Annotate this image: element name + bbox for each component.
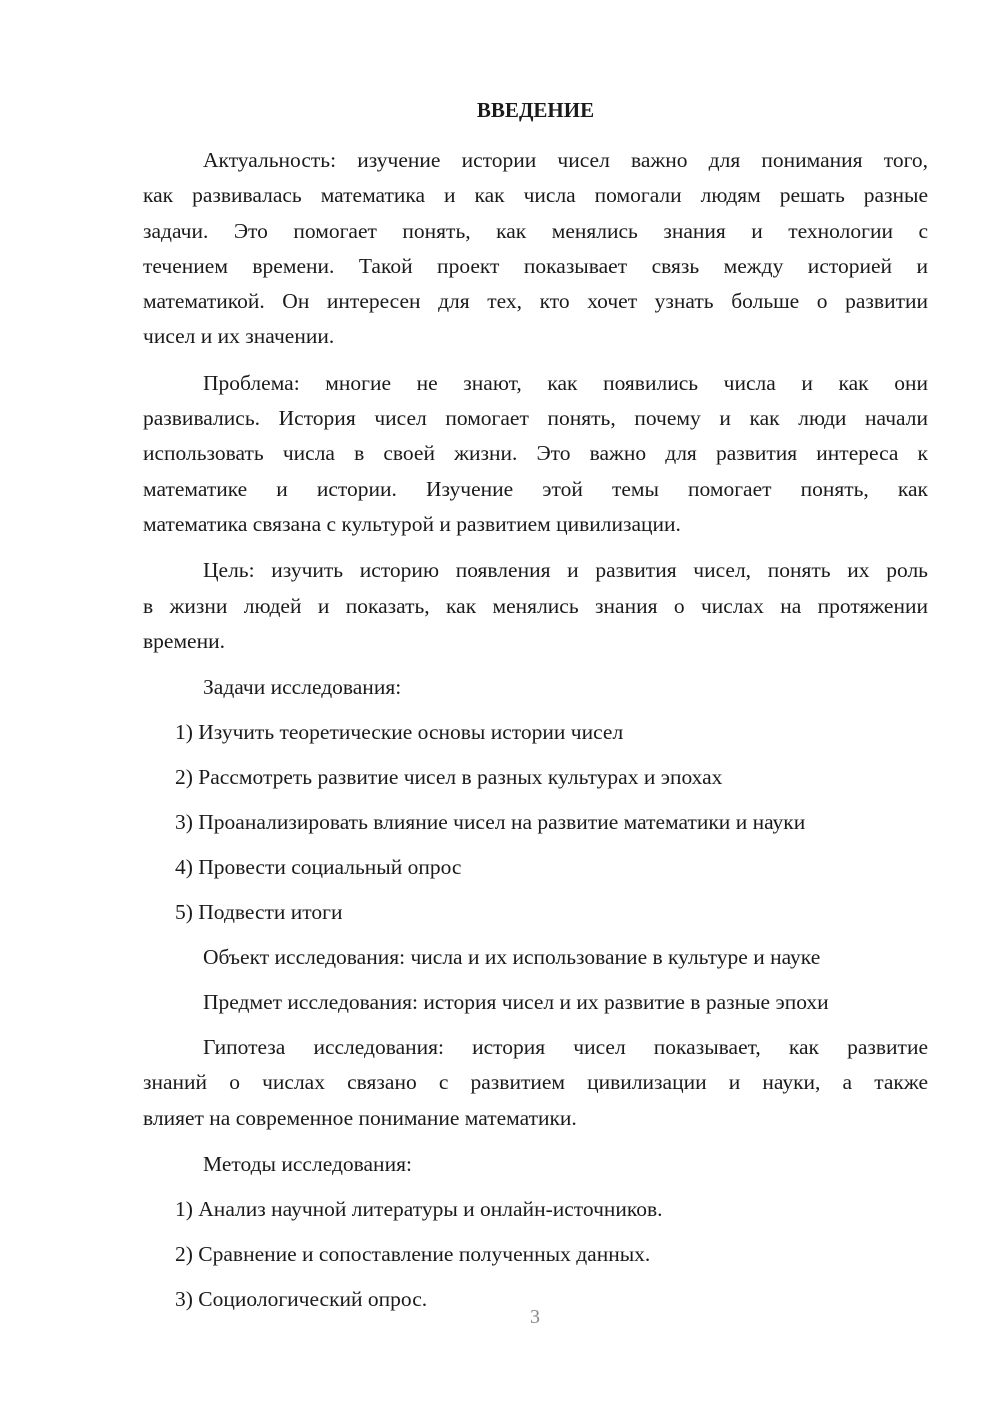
list-item: 3) Проанализировать влияние чисел на развитие математики и науки [175,810,806,835]
text-line: математике и истории. Изучение этой темы помогает понять, как [143,476,928,501]
document-page [143,93,928,1327]
text-line: как развивалась математика и как числа помогали людям решать разные [143,183,928,208]
paragraph-problem [143,366,928,542]
list-item: 2) Сравнение и сопоставление полученных данных. [175,1242,651,1267]
section-title: ВВЕДЕНИЕ [476,98,595,122]
research-object: Объект исследования: числа и их использование в культуре и науке [203,945,821,970]
text-line: задачи. Это помогает понять, как менялись знания и технологии с [143,218,928,243]
text-line: влияет на современное понимание математики. [143,1105,577,1130]
text-line: Актуальность: изучение истории чисел важно для понимания того, [203,148,928,172]
text-line: математика связана с культурой и развитием цивилизации. [143,511,681,536]
tasks-label: Задачи исследования: [203,675,402,700]
paragraph-hypothesis [143,1030,928,1136]
text-line: Цель: изучить историю появления и развития чисел, понять их роль [203,558,928,583]
text-line: чисел и их значении. [143,324,335,349]
page-number: 3 [530,1306,540,1328]
text-line: развивались. История чисел помогает понять, почему и как люди начали [143,406,928,431]
text-line: в жизни людей и показать, как менялись знания о числах на протяжении [143,593,928,618]
list-item: 3) Социологический опрос. [175,1287,428,1312]
methods-label: Методы исследования: [203,1152,412,1177]
text-line: Проблема: многие не знают, как появились числа и как они [203,370,928,395]
list-item: 5) Подвести итоги [175,900,343,925]
text-line: математикой. Он интересен для тех, кто хочет узнать больше о развитии [143,289,928,314]
text-line: течением времени. Такой проект показывает связь между историей и [143,253,928,278]
list-item: 4) Провести социальный опрос [175,855,462,880]
list-item: 1) Анализ научной литературы и онлайн-источников. [175,1197,663,1222]
text-line: знаний о числах связано с развитием цивилизации и науки, а также [143,1070,928,1095]
paragraph-goal [143,553,928,659]
list-item: 1) Изучить теоретические основы истории чисел [175,720,624,745]
list-item: 2) Рассмотреть развитие чисел в разных культурах и эпохах [175,765,723,790]
paragraph-relevance [143,143,928,355]
text-line: использовать числа в своей жизни. Это важно для развития интереса к [143,441,928,466]
text-line: Гипотеза исследования: история чисел показывает, как развитие [203,1035,928,1060]
tasks-list [143,715,928,930]
text-line: времени. [143,628,225,653]
methods-list [143,1192,928,1317]
research-subject: Предмет исследования: история чисел и их развитие в разные эпохи [203,990,829,1015]
